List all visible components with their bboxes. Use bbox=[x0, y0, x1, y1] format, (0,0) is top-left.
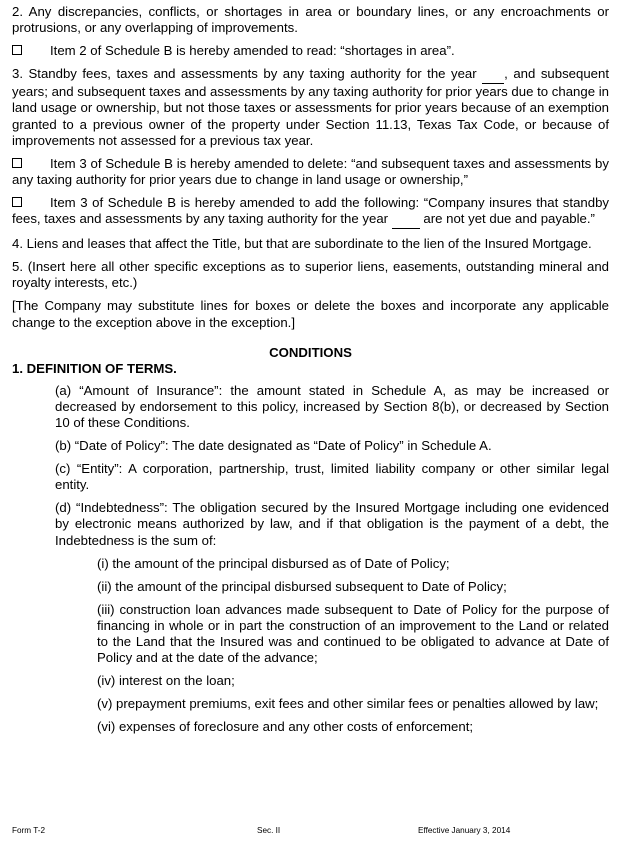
definition-date-of-policy: (b) “Date of Policy”: The date designated as “Date of Policy” in Schedule A. bbox=[55, 438, 492, 454]
footer-effective-date: Effective January 3, 2014 bbox=[418, 826, 511, 835]
indebtedness-item: (i) the amount of the principal disbursed as of Date of Policy; bbox=[97, 555, 450, 571]
checkbox-clause-item2-amend bbox=[12, 43, 609, 59]
indebtedness-item: (iv) interest on the loan; bbox=[97, 673, 235, 689]
page-footer bbox=[12, 826, 609, 838]
exception-item-4: 4. Liens and leases that affect the Title, but that are subordinate to the lien of the Insured Mortgage. bbox=[12, 236, 592, 252]
checkbox-icon[interactable] bbox=[12, 158, 22, 168]
checkbox-icon[interactable] bbox=[12, 45, 22, 55]
checkbox-clause-item3-add: Item 3 of Schedule B is hereby amended to add the following: “Company insures that standby fees, taxes and assessments by any taxing authority for the year are not yet due and payable.” bbox=[12, 195, 609, 229]
document-page bbox=[12, 4, 609, 742]
checkbox-icon[interactable] bbox=[12, 197, 22, 207]
indebtedness-item: (ii) the amount of the principal disbursed subsequent to Date of Policy; bbox=[97, 578, 507, 594]
exception-item-5: 5. (Insert here all other specific exceptions as to superior liens, easements, outstanding mineral and royalty interests, etc.) bbox=[12, 259, 609, 291]
conditions-title: CONDITIONS bbox=[269, 344, 352, 360]
indebtedness-item: (v) prepayment premiums, exit fees and other similar fees or penalties allowed by law; bbox=[97, 696, 599, 712]
blank-year-line bbox=[392, 212, 420, 229]
footer-form-number: Form T-2 bbox=[12, 826, 46, 835]
clause-text: Item 2 of Schedule B is hereby amended to read: “shortages in area”. bbox=[50, 43, 455, 59]
exception-item-3: 3. Standby fees, taxes and assessments by any taxing authority for the year , and subsequent years; and subsequent taxes and assessments by any taxing authority for prior years due to change in land usage or ownership, but not those taxes or assessments for prior years because of an exemption granted to a previous owner of the property under Section 11.13, Texas Tax Code, or because of improvements not assessed for a previous tax year. bbox=[12, 66, 610, 148]
definition-amount-of-insurance: (a) “Amount of Insurance”: the amount stated in Schedule A, as may be increased or decreased by endorsement to this policy, increased by Section 8(b), or decreased by Section 10 of these Conditions. bbox=[55, 382, 609, 430]
definition-entity: (c) “Entity”: A corporation, partnership, trust, limited liability company or other similar legal entity. bbox=[55, 461, 609, 493]
substitution-note: [The Company may substitute lines for boxes or delete the boxes and incorporate any applicable change to the exception above in the exception.] bbox=[12, 298, 609, 330]
definition-indebtedness: (d) “Indebtedness”: The obligation secured by the Insured Mortgage including one evidenced by electronic means authorized by law, and if that obligation is the payment of a debt, the Indebtedness is the sum of: bbox=[55, 500, 609, 548]
section-definition-of-terms: 1. DEFINITION OF TERMS. bbox=[12, 360, 177, 376]
checkbox-clause-item3-delete bbox=[12, 156, 609, 188]
blank-year-line bbox=[482, 67, 504, 84]
indebtedness-item: (vi) expenses of foreclosure and any other costs of enforcement; bbox=[97, 719, 474, 735]
exception-item-2: 2. Any discrepancies, conflicts, or shortages in area or boundary lines, or any encroachments or protrusions, or any overlapping of improvements. bbox=[12, 4, 609, 36]
footer-section: Sec. II bbox=[257, 826, 281, 835]
clause-text: Item 3 of Schedule B is hereby amended to delete: “and subsequent taxes and assessments by any taxing authority for prior years due to change in land usage or ownership,” bbox=[12, 155, 609, 187]
indebtedness-item: (iii) construction loan advances made subsequent to Date of Policy for the purpose of financing in whole or in part the construction of an improvement to the Land or related to the Land that the Insured was and continued to be obligated to advance at Date of Policy and at the date of the advance; bbox=[97, 601, 609, 666]
